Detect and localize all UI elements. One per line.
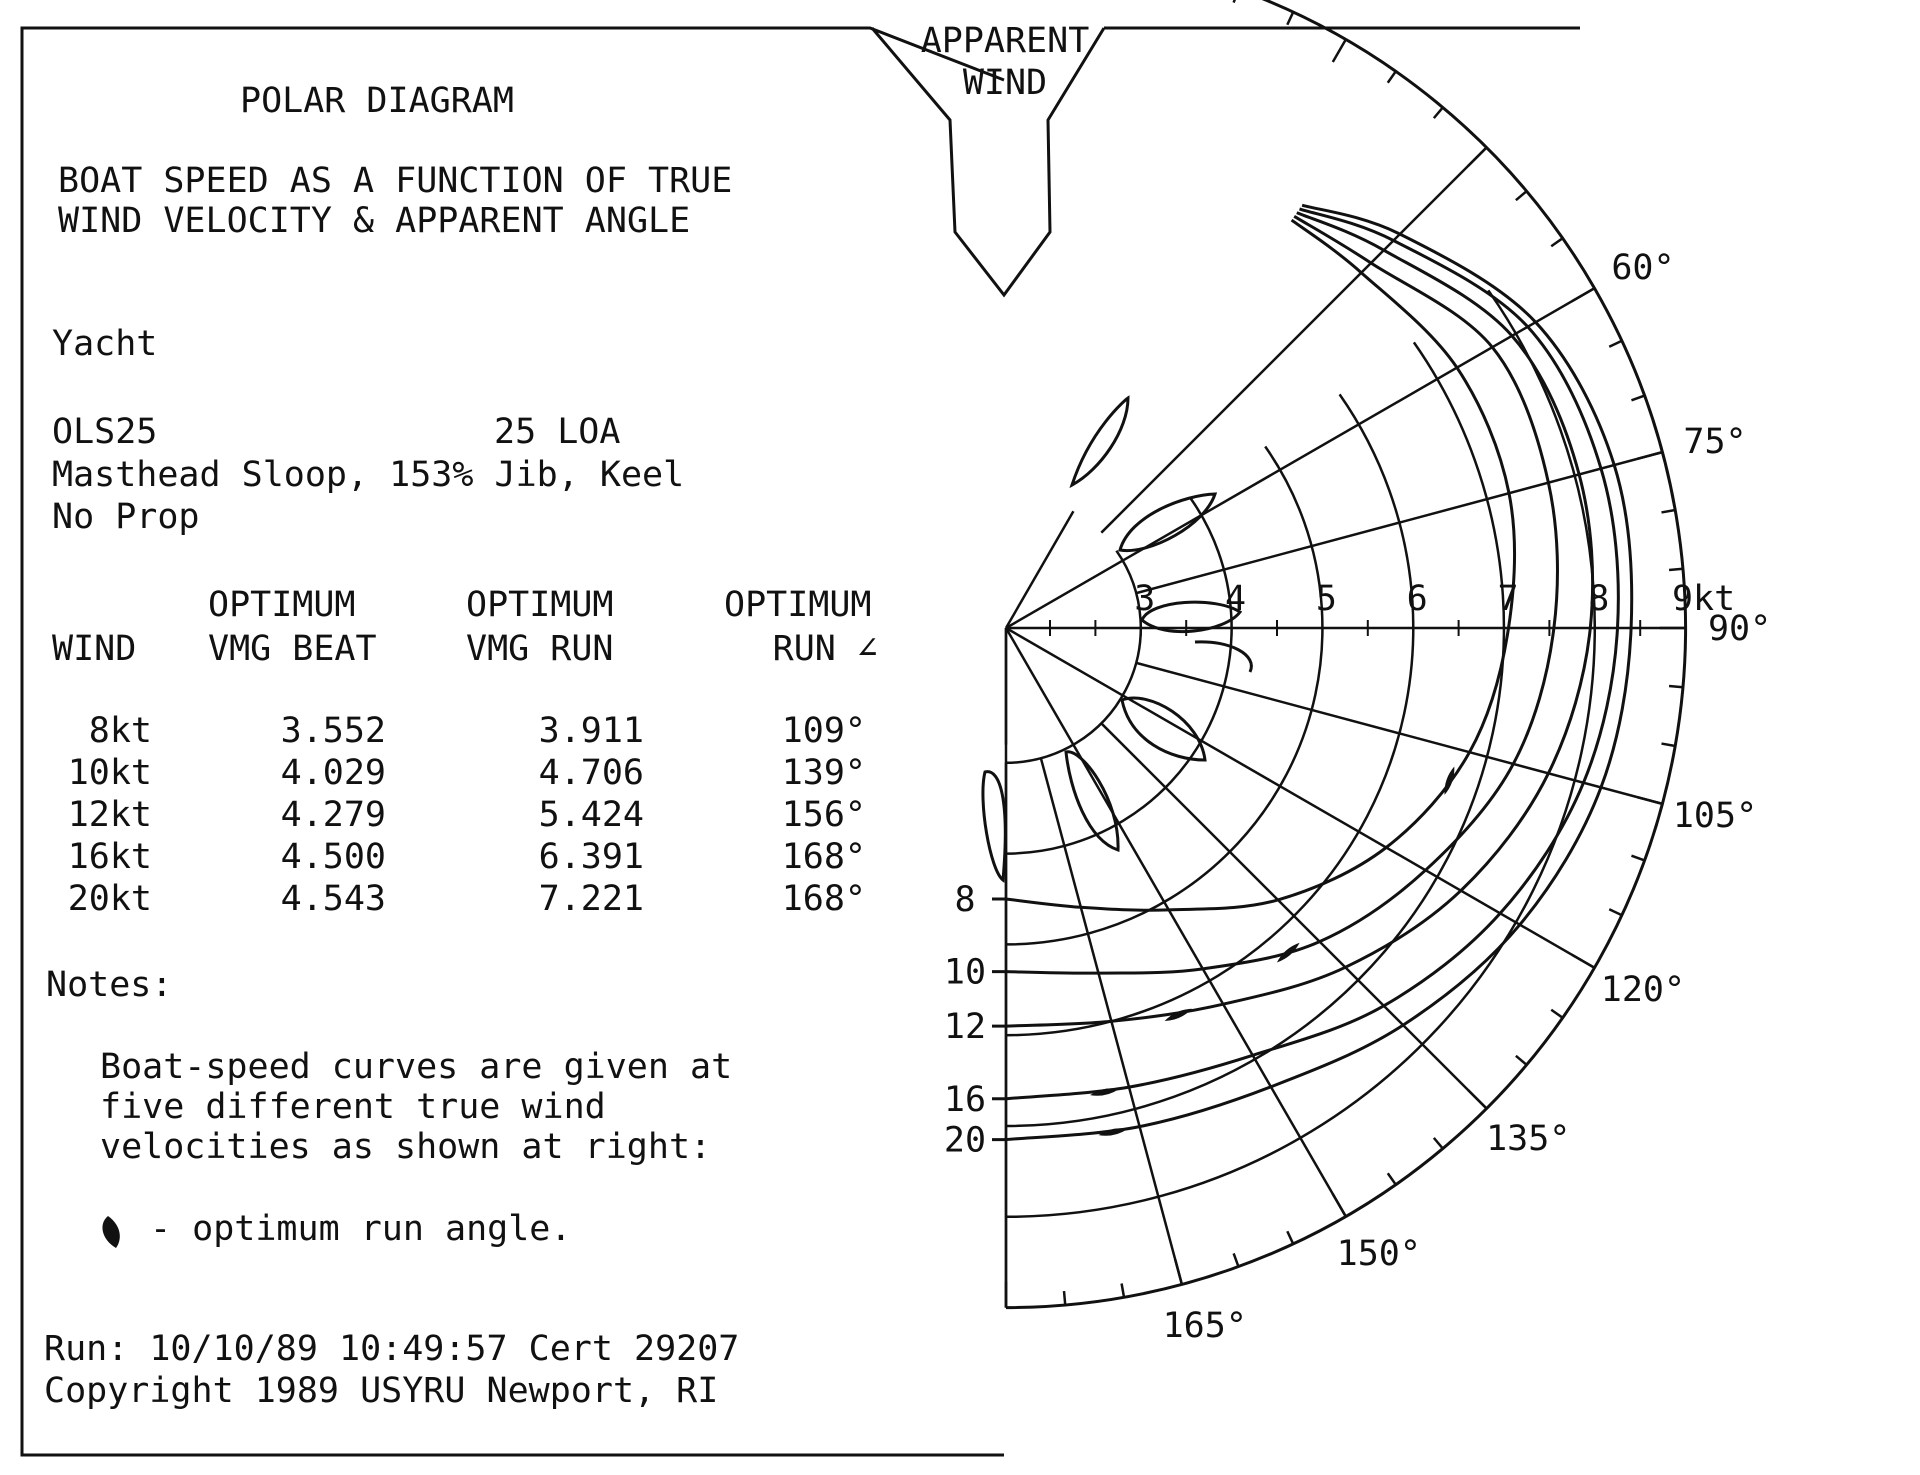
boat-sketch-icon — [1122, 698, 1205, 760]
radial-tick-label: 9kt — [1671, 579, 1736, 619]
row-vmg-beat: 4.029 — [280, 753, 386, 793]
subtitle-line1: BOAT SPEED AS A FUNCTION OF TRUE — [58, 161, 733, 201]
spoke-75deg — [1136, 452, 1662, 593]
center-ray-150deg — [1006, 628, 1073, 745]
table-row — [68, 753, 866, 793]
angle-tick-label: 135° — [1486, 1119, 1571, 1160]
table-row — [68, 837, 866, 877]
outer-scale-tick — [1572, 955, 1595, 968]
center-ray-120deg — [1006, 628, 1123, 695]
row-vmg-run: 5.424 — [538, 795, 644, 835]
outer-scale-tick — [1609, 909, 1622, 915]
boat-name: OLS25 — [52, 412, 158, 452]
row-run-angle: 168° — [781, 837, 866, 877]
series-curve-8kt — [1006, 220, 1515, 910]
grid-arc-5kt — [1006, 447, 1322, 945]
boat-rig: Masthead Sloop, 153% Jib, Keel — [52, 455, 685, 495]
yacht-label: Yacht — [52, 324, 158, 364]
header-wind: WIND — [52, 629, 137, 669]
outer-scale-tick — [1661, 744, 1675, 746]
series-curve-10kt — [1006, 216, 1557, 973]
outer-scale-tick — [1631, 856, 1644, 861]
angle-tick-label: 165° — [1162, 1306, 1247, 1347]
outer-scale-tick — [1551, 1010, 1562, 1018]
row-run-angle: 156° — [781, 795, 866, 835]
footer-copyright-line: Copyright 1989 USYRU Newport, RI — [44, 1371, 719, 1411]
angle-tick-label: 60° — [1611, 248, 1675, 289]
boat-loa: 25 LOA — [494, 412, 621, 452]
grid-arc-8kt — [1006, 290, 1595, 1217]
outer-scale-tick — [1609, 341, 1622, 347]
footer-run-line: Run: 10/10/89 10:49:57 Cert 29207 — [44, 1329, 740, 1369]
outer-scale-tick — [1637, 452, 1662, 459]
outer-scale-tick — [1434, 1138, 1443, 1149]
series-label-8: 8 — [954, 880, 976, 920]
row-wind: 10kt — [67, 753, 152, 793]
outer-scale-tick — [1669, 686, 1683, 687]
header-run-angle: RUN ∠ — [772, 629, 878, 669]
row-wind: 8kt — [88, 711, 152, 751]
page-title: POLAR DIAGRAM — [240, 81, 514, 121]
outer-scale-tick — [1234, 1253, 1239, 1266]
row-wind: 20kt — [67, 879, 152, 919]
header-vmg-beat: VMG BEAT — [208, 629, 377, 669]
grid-arc-3kt — [1006, 551, 1141, 763]
boat-sketch-icon — [1066, 752, 1118, 850]
outer-scale-tick — [1516, 191, 1527, 200]
angle-tick-label: 105° — [1672, 795, 1758, 836]
tick-labels — [944, 248, 1771, 1346]
boat-sketch-icon — [983, 772, 1005, 880]
radial-tick-label: 5 — [1315, 579, 1337, 619]
outer-scale-tick — [1388, 1173, 1396, 1184]
optimum-run-marker-10kt — [1277, 943, 1300, 963]
series-curve-16kt — [1006, 209, 1618, 1099]
outer-scale-tick — [1516, 1056, 1527, 1065]
row-run-angle: 168° — [781, 879, 866, 919]
outer-scale-tick — [1287, 12, 1293, 25]
angle-tick-label: 150° — [1336, 1233, 1421, 1274]
spoke-45deg — [1101, 147, 1486, 532]
outer-scale-tick — [1333, 1194, 1346, 1217]
grid-arc-4kt — [1006, 499, 1232, 854]
angle-tick-label: 90° — [1707, 609, 1772, 649]
center-ray-30deg — [1006, 511, 1073, 628]
row-run-angle: 109° — [781, 711, 866, 751]
boat-sketch-icon — [1072, 398, 1128, 485]
legend-marker-icon — [102, 1216, 119, 1248]
boat-prop: No Prop — [52, 497, 200, 537]
series-label-20: 20 — [943, 1120, 987, 1161]
outer-scale-arc — [1006, 0, 1686, 1308]
outer-scale-tick — [1468, 1090, 1486, 1108]
notes-label: Notes: — [46, 965, 173, 1005]
outer-scale-tick — [1661, 510, 1675, 512]
row-vmg-run: 3.911 — [538, 711, 644, 751]
outer-scale-tick — [1122, 1283, 1124, 1297]
header-top-angle: OPTIMUM — [724, 585, 872, 625]
notes-line1: Boat-speed curves are given at — [100, 1047, 733, 1087]
outer-scale — [1006, 0, 1686, 1308]
radial-tick-label: 3 — [1134, 579, 1156, 619]
row-vmg-run: 4.706 — [538, 753, 644, 793]
header-top-run: OPTIMUM — [466, 585, 614, 625]
row-vmg-beat: 4.543 — [280, 879, 386, 919]
outer-scale-tick — [1333, 39, 1346, 62]
row-wind: 16kt — [67, 837, 152, 877]
header-top-beat: OPTIMUM — [208, 585, 356, 625]
outer-scale-tick — [1572, 288, 1595, 301]
outer-scale-tick — [1468, 147, 1486, 165]
series-label-10: 10 — [943, 952, 987, 993]
center-ray-60deg — [1006, 561, 1123, 628]
series-label-16: 16 — [943, 1079, 987, 1120]
table-row — [68, 879, 866, 919]
subtitle-line2: WIND VELOCITY & APPARENT ANGLE — [58, 201, 691, 241]
outer-scale-tick — [1551, 238, 1562, 246]
table-row — [68, 795, 866, 835]
notes-line2: five different true wind — [100, 1087, 606, 1127]
outer-scale-tick — [1669, 569, 1683, 570]
outer-scale-tick — [1287, 1231, 1293, 1244]
row-vmg-run: 7.221 — [538, 879, 644, 919]
optimum-run-markers — [1090, 767, 1454, 1136]
boat-sketch-icon — [1120, 494, 1215, 551]
series-curves — [992, 205, 1632, 1139]
table-row — [89, 711, 866, 751]
outer-scale-tick — [1064, 1291, 1065, 1305]
row-vmg-beat: 4.500 — [280, 837, 386, 877]
outer-scale-tick — [1175, 1259, 1182, 1284]
radial-grid-arcs — [1006, 290, 1595, 1217]
row-vmg-run: 6.391 — [538, 837, 644, 877]
outer-scale-tick — [1631, 396, 1644, 401]
header-vmg-run: VMG RUN — [466, 629, 614, 669]
series-label-12: 12 — [943, 1007, 987, 1048]
apparent-wind-label-line2: WIND — [962, 63, 1048, 103]
spoke-120deg — [1123, 695, 1595, 967]
spoke-60deg — [1123, 288, 1595, 560]
row-wind: 12kt — [67, 795, 152, 835]
row-vmg-beat: 4.279 — [280, 795, 386, 835]
outer-scale-tick — [1388, 71, 1396, 82]
radial-tick-label: 6 — [1406, 579, 1428, 619]
angle-tick-label: 120° — [1600, 969, 1686, 1010]
legend-text: - optimum run angle. — [150, 1209, 572, 1249]
apparent-wind-label-line1: APPARENT — [920, 21, 1090, 61]
boat-sketch-icon — [1195, 642, 1251, 672]
angle-tick-label: 75° — [1683, 422, 1747, 463]
outer-scale-tick — [1434, 107, 1443, 118]
row-run-angle: 139° — [781, 753, 866, 793]
radial-tick-label: 4 — [1225, 579, 1247, 619]
row-vmg-beat: 3.552 — [280, 711, 386, 751]
radial-tick-label: 8 — [1588, 579, 1610, 619]
radial-tick-label: 7 — [1497, 579, 1519, 619]
outer-scale-tick — [1234, 0, 1239, 3]
notes-line3: velocities as shown at right: — [100, 1127, 712, 1167]
outer-scale-tick — [1637, 797, 1662, 804]
